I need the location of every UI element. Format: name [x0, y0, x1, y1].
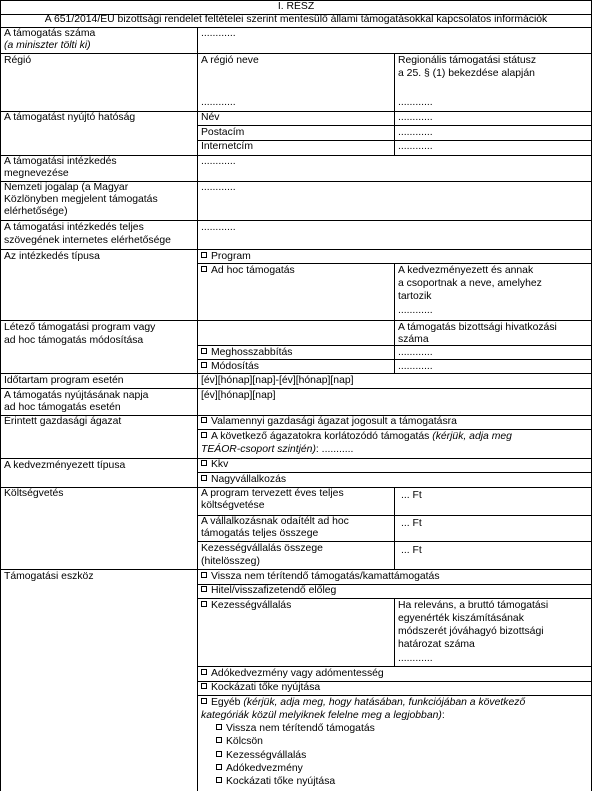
measure-type-label: Az intézkedés típusa [4, 251, 100, 262]
guarantee-note-1: Ha releváns, a bruttó támogatási [398, 600, 549, 611]
checkbox-icon[interactable] [201, 669, 207, 675]
grant-date-label-1: A támogatás nyújtásának napja [4, 390, 149, 401]
modification-label-2: ad hoc támogatás módosítása [4, 335, 144, 346]
aid-number-note: (a miniszter tölti ki) [4, 40, 91, 51]
other-sub-option-tax[interactable]: Adókedvezmény [216, 763, 303, 776]
budget-adhoc-value[interactable]: ... Ft [401, 518, 422, 529]
extension-option[interactable]: Meghosszabbítás [201, 347, 292, 360]
grant-date-value[interactable]: [év][hónap][nap] [201, 390, 276, 401]
modification-label-1: Létező támogatási program vagy [4, 322, 156, 333]
measure-name-label-1: A támogatási intézkedés [4, 156, 117, 167]
measure-link-label-2: szövegének internetes elérhetősége [4, 235, 171, 246]
measure-name-label-2: megnevezése [4, 168, 69, 179]
checkbox-icon[interactable] [201, 266, 207, 272]
modification-option[interactable]: Módosítás [201, 361, 259, 374]
checkbox-icon[interactable] [216, 751, 222, 757]
region-name-header: A régió neve [201, 55, 259, 66]
section-heading: I. RÉSZ [277, 1, 315, 12]
region-status-header-2: a 25. § (1) bekezdése alapján [398, 68, 535, 79]
beneficiary-type-label: A kedvezményezett típusa [4, 460, 126, 471]
duration-value[interactable]: [év][hónap][nap]-[év][hónap][nap] [201, 375, 354, 386]
other-sub-option-loan[interactable]: Kölcsön [216, 736, 263, 749]
legal-basis-label-2: Közlönyben megjelent támogatás [4, 194, 158, 205]
region-name-value[interactable]: ............ [201, 97, 236, 108]
checkbox-icon[interactable] [216, 737, 222, 743]
large-enterprise-option[interactable]: Nagyvállalkozás [201, 474, 286, 487]
budget-label: Költségvetés [4, 488, 64, 499]
grantor-web-value[interactable]: ............ [398, 141, 433, 152]
checkbox-icon[interactable] [216, 764, 222, 770]
instrument-loan-option[interactable]: Hitel/visszafizetendő előleg [201, 585, 336, 598]
guarantee-note-2: egyenérték kiszámításának [398, 613, 524, 624]
checkbox-icon[interactable] [201, 362, 207, 368]
sector-limited-note[interactable]: TEÁOR-csoport szintjén): ........... [201, 444, 354, 455]
form-title: A 651/2014/EU bizottsági rendelet feltételei szerint mentesülő állami támogatásokkal kapcsolatos információk [44, 14, 548, 25]
checkbox-icon[interactable] [201, 475, 207, 481]
modification-value[interactable]: ............ [398, 361, 433, 372]
grantor-name-value[interactable]: ............ [398, 112, 433, 123]
instrument-tax-option[interactable]: Adókedvezmény vagy adómentesség [201, 668, 384, 681]
checkbox-icon[interactable] [216, 724, 222, 730]
legal-basis-value[interactable]: ............ [201, 182, 236, 193]
aid-number-label: A támogatás száma [4, 28, 96, 39]
other-sub-option-grant[interactable]: Vissza nem térítendő támogatás [216, 723, 375, 736]
checkbox-icon[interactable] [201, 601, 207, 607]
grantor-name-label: Név [201, 112, 220, 123]
checkbox-icon[interactable] [201, 460, 207, 466]
other-sub-option-guarantee[interactable]: Kezességvállalás [216, 750, 306, 763]
budget-annual-label-2: költségvetése [201, 500, 265, 511]
sme-option[interactable]: Kkv [201, 459, 228, 472]
guarantee-decision-value[interactable]: ............ [398, 653, 433, 664]
beneficiary-name-label-1: A kedvezményezett és annak [398, 265, 534, 276]
commission-reference-label-2: száma [398, 334, 429, 345]
beneficiary-name-label-2: a csoportnak a neve, amelyhez [398, 278, 542, 289]
checkbox-icon[interactable] [201, 683, 207, 689]
instrument-other-note: kategóriák közül melyiknek felelne meg a legjobban): [201, 710, 445, 721]
beneficiary-name-value[interactable]: ............ [398, 305, 433, 316]
other-sub-option-risk[interactable]: Kockázati tőke nyújtása [216, 776, 335, 789]
budget-adhoc-label-1: A vállalkozásnak odaítélt ad hoc [201, 516, 349, 527]
measure-type-adhoc-option[interactable]: Ad hoc támogatás [201, 265, 295, 278]
region-status-value[interactable]: ............ [398, 97, 433, 108]
guarantee-note-3: módszerét jóváhagyó bizottsági [398, 626, 544, 637]
budget-annual-label-1: A program tervezett éves teljes [201, 488, 344, 499]
region-status-header-1: Regionális támogatási státusz [398, 55, 537, 66]
legal-basis-label-1: Nemzeti jogalap (a Magyar [4, 182, 129, 193]
instrument-grant-option[interactable]: Vissza nem térítendő támogatás/kamattámogatás [201, 571, 440, 584]
beneficiary-name-label-3: tartozik [398, 291, 432, 302]
duration-label: Időtartam program esetén [4, 375, 124, 386]
checkbox-icon[interactable] [201, 586, 207, 592]
checkbox-icon[interactable] [201, 417, 207, 423]
instrument-label: Támogatási eszköz [4, 571, 94, 582]
checkbox-icon[interactable] [201, 252, 207, 258]
checkbox-icon[interactable] [216, 777, 222, 783]
measure-link-label-1: A támogatási intézkedés teljes [4, 222, 144, 233]
grantor-label: A támogatást nyújtó hatóság [4, 112, 136, 123]
measure-link-value[interactable]: ............ [201, 222, 236, 233]
budget-annual-value[interactable]: ... Ft [401, 490, 422, 501]
checkbox-icon[interactable] [201, 698, 207, 704]
budget-guarantee-value[interactable]: ... Ft [401, 545, 422, 556]
checkbox-icon[interactable] [201, 348, 207, 354]
grantor-web-label: Internetcím [201, 141, 253, 152]
sector-limited-option[interactable]: A következő ágazatokra korlátozódó támogatás (kérjük, adja meg [201, 431, 512, 444]
measure-type-programme-option[interactable]: Program [201, 251, 251, 264]
instrument-other-option[interactable]: Egyéb (kérjük, adja meg, hogy hatásában, funkciójában a következő [201, 697, 525, 710]
legal-basis-label-3: elérhetősége) [4, 206, 68, 217]
budget-guarantee-label-1: Kezességvállalás összege [201, 543, 323, 554]
extension-value[interactable]: ............ [398, 347, 433, 358]
sector-label: Érintett gazdasági ágazat [4, 416, 122, 427]
budget-guarantee-label-2: (hitelösszeg) [201, 556, 260, 567]
grantor-address-value[interactable]: ............ [398, 127, 433, 138]
commission-reference-label-1: A támogatás bizottsági hivatkozási [398, 322, 557, 333]
region-label: Régió [4, 55, 32, 66]
instrument-guarantee-option[interactable]: Kezességvállalás [201, 600, 291, 613]
measure-name-value[interactable]: ............ [201, 156, 236, 167]
sector-all-option[interactable]: Valamennyi gazdasági ágazat jogosult a támogatásra [201, 416, 457, 429]
grantor-address-label: Postacím [201, 127, 245, 138]
budget-adhoc-label-2: támogatás teljes összege [201, 528, 319, 539]
checkbox-icon[interactable] [201, 432, 207, 438]
guarantee-note-4: határozat száma [398, 639, 475, 650]
checkbox-icon[interactable] [201, 572, 207, 578]
aid-number-value[interactable]: ............ [201, 28, 236, 39]
instrument-risk-option[interactable]: Kockázati tőke nyújtása [201, 682, 320, 695]
grant-date-label-2: ad hoc támogatás esetén [4, 402, 121, 413]
